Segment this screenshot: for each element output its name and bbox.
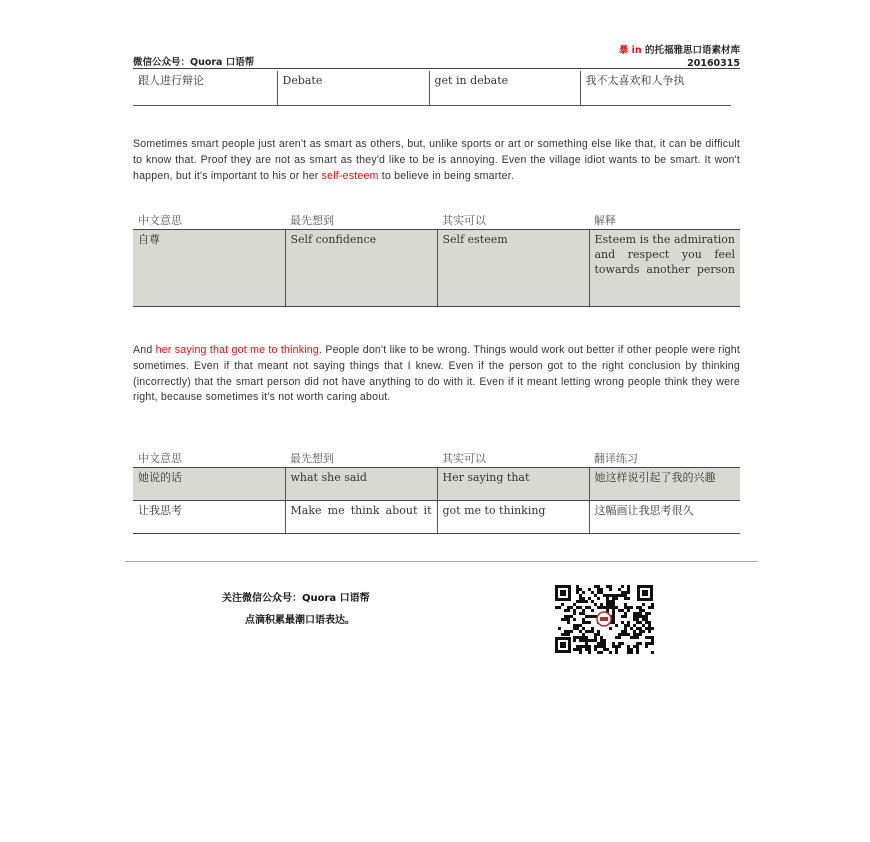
highlight-phrase: self-esteem <box>321 169 379 182</box>
table-header-row <box>133 450 740 468</box>
table-cell: 自尊 <box>133 230 285 307</box>
highlight-phrase: her saying that got me to thinking <box>155 344 319 356</box>
column-header: 中文意思 <box>138 214 182 227</box>
vocab-table-3 <box>133 450 740 534</box>
header-rule <box>133 68 740 69</box>
table-cell: Esteem is the admiration and respect you feel towards another person <box>589 230 740 307</box>
table-cell: got me to thinking <box>437 501 589 534</box>
footer-rule <box>125 561 758 562</box>
table-cell: 这幅画让我思考很久 <box>589 501 740 534</box>
footer-slogan-text: 点滴积累最潮口语表达。 <box>245 615 355 626</box>
column-header: 解释 <box>594 214 616 227</box>
table-row <box>133 501 740 534</box>
column-header: 最先想到 <box>290 214 334 227</box>
table-cell: Debate <box>277 71 429 106</box>
vocab-table-1 <box>133 71 731 106</box>
column-header: 其实可以 <box>442 214 486 227</box>
table-cell: 她说的话 <box>133 468 285 501</box>
paragraph-text: to believe in being smarter. <box>378 169 514 182</box>
vocab-table-2 <box>133 212 740 307</box>
column-header: 中文意思 <box>138 452 182 465</box>
table-row <box>133 71 731 106</box>
table-cell: get in debate <box>429 71 580 106</box>
column-header: 其实可以 <box>442 452 486 465</box>
paragraph-text: . People don't like to be wrong. Things would work out better if other people were right sometimes. Even if that meant not saying things that I knew. Even if the person got to the right conclusion by thinking (incorrectly) that the smart person did not have anything to do with it. Even if it meant letting wrong people think they were right, because sometimes it's not worth caring about. <box>133 344 740 404</box>
table-cell: 让我思考 <box>133 501 285 534</box>
paragraph-text: And <box>133 344 156 356</box>
header-date: 20160315 <box>687 58 740 69</box>
table-row <box>133 230 740 307</box>
table-cell: Self confidence <box>285 230 437 307</box>
header-title-red: 暴 in <box>618 45 642 56</box>
table-cell: 我不太喜欢和人争执 <box>580 71 731 106</box>
table-cell: 她这样说引起了我的兴趣 <box>589 468 740 501</box>
table-cell: what she said <box>285 468 437 501</box>
header-title <box>578 44 740 70</box>
header-title-rest: 的托福雅思口语素材库 <box>641 45 740 56</box>
header-account: 微信公众号：Quora 口语帮 <box>133 57 255 68</box>
table-cell: 跟人进行辩论 <box>133 71 277 106</box>
paragraph-text: Sometimes smart people just aren't as smart as others, but, unlike sports or art or something else like that, it can be difficult to know that. Proof they are not as smart as they'd like to be is annoying. Even the village idiot wants to be smart. It won't happen, but it's important to his or her <box>133 138 740 182</box>
table-cell: Make me think about it <box>285 501 437 534</box>
table-row <box>133 468 740 501</box>
table-cell: Her saying that <box>437 468 589 501</box>
table-header-row <box>133 212 740 230</box>
table-cell: Self esteem <box>437 230 589 307</box>
column-header: 翻译练习 <box>594 452 638 465</box>
column-header: 最先想到 <box>290 452 334 465</box>
footer-follow-text: 关注微信公众号：Quora 口语帮 <box>222 593 370 604</box>
qr-code-icon <box>553 583 655 655</box>
paragraph-1 <box>133 137 740 184</box>
paragraph-2 <box>133 343 740 406</box>
